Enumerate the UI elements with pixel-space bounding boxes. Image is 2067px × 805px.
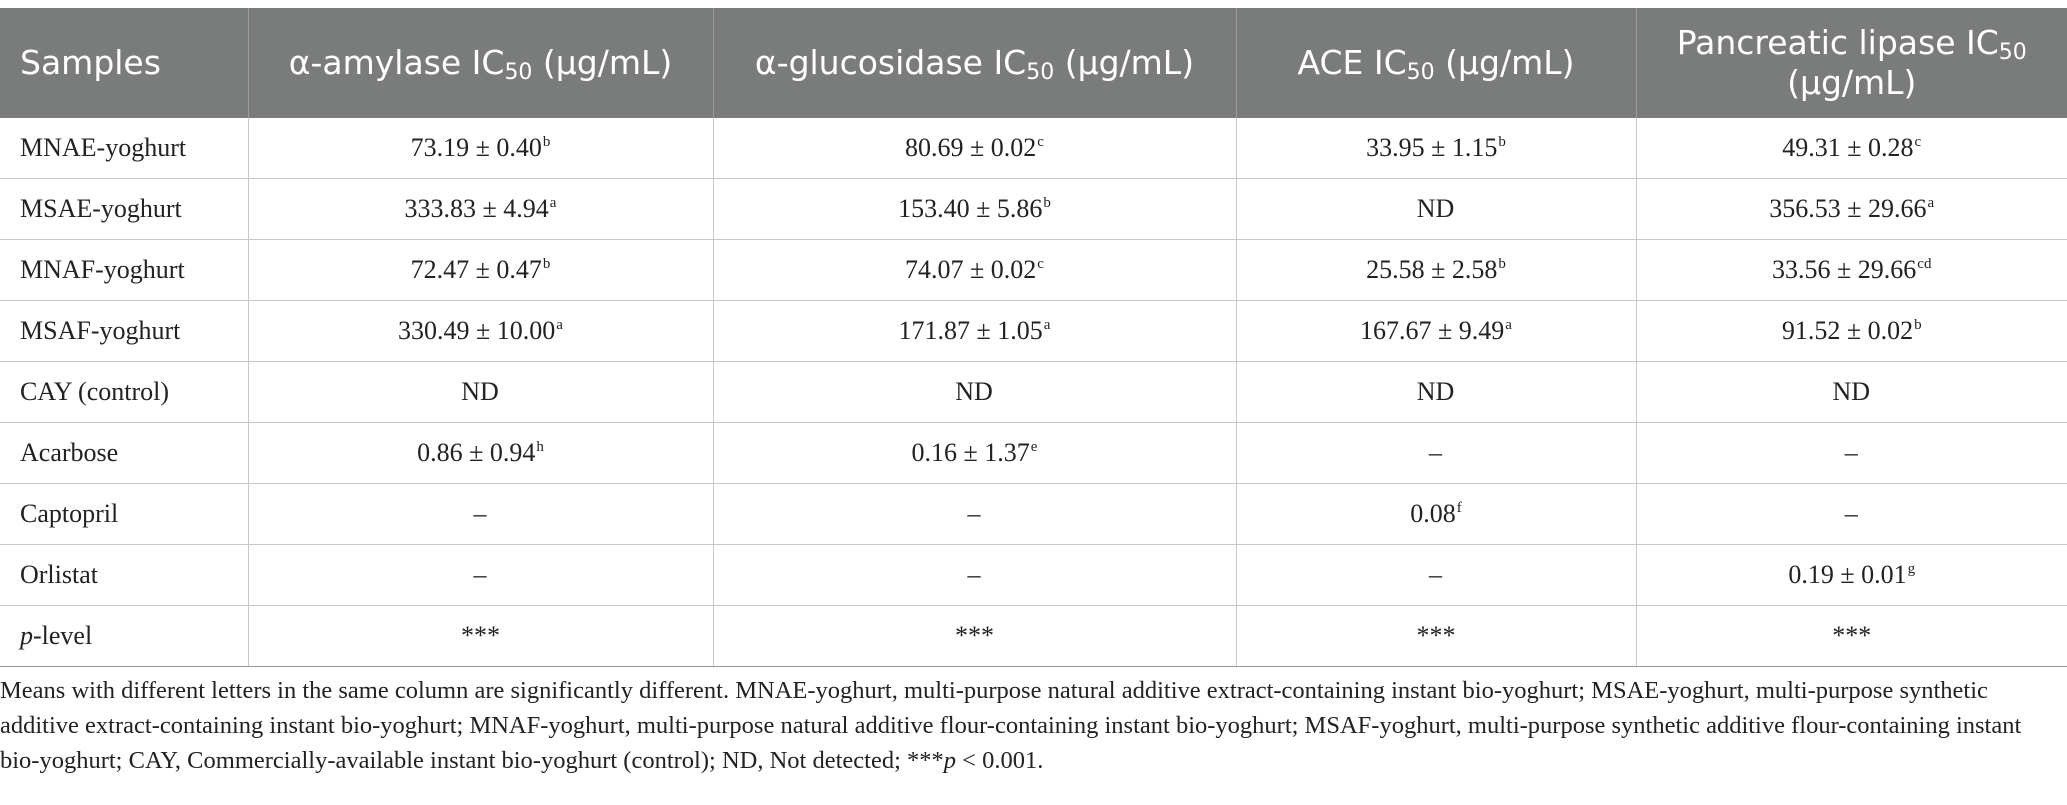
lipase-cell: – xyxy=(1636,484,2067,545)
ace-cell: 167.67 ± 9.49$^a$ xyxy=(1236,301,1636,362)
ace-cell: ND xyxy=(1236,179,1636,240)
amylase-cell: 0.86 ± 0.94$^h$ xyxy=(248,423,713,484)
ace-cell: 0.08$^f$ xyxy=(1236,484,1636,545)
sample-cell: MSAE-yoghurt xyxy=(0,179,248,240)
table-row xyxy=(0,545,2067,606)
lipase-cell: 33.56 ± 29.66$^{cd}$ xyxy=(1636,240,2067,301)
sample-cell: Acarbose xyxy=(0,423,248,484)
header-lipase: Pancreatic lipase $IC_{50}$ (μg/mL) xyxy=(1636,8,2067,118)
header-samples: Samples xyxy=(0,8,248,118)
lipase-cell: – xyxy=(1636,423,2067,484)
glucosidase-cell: – xyxy=(713,545,1236,606)
p-level-glucosidase: *** xyxy=(713,606,1236,667)
results-table xyxy=(0,8,2067,667)
table-row xyxy=(0,118,2067,179)
header-ace: ACE $IC_{50}$ (μg/mL) xyxy=(1236,8,1636,118)
table-footnote: Means with different letters in the same column are significantly different. MNAE-yoghurt, multi-purpose natural additive extract-containing instant bio-yoghurt; MSAE-yoghurt, multi-purpose synthetic additive extract-containing instant bio-yoghurt; MNAF-yoghurt, multi-purpose natural additive flour-containing instant bio-yoghurt; MSAF-yoghurt, multi-purpose synthetic additive flour-containing instant bio-yoghurt; CAY, Commercially-available instant bio-yoghurt (control); ND, Not detected; ***p < 0.001. xyxy=(0,677,2022,774)
table-row xyxy=(0,179,2067,240)
glucosidase-cell: 80.69 ± 0.02$^c$ xyxy=(713,118,1236,179)
ace-cell: 25.58 ± 2.58$^b$ xyxy=(1236,240,1636,301)
table-figure xyxy=(0,8,2067,778)
lipase-cell: ND xyxy=(1636,362,2067,423)
table-body xyxy=(0,118,2067,667)
table-header xyxy=(0,8,2067,118)
lipase-cell: 0.19 ± 0.01$^g$ xyxy=(1636,545,2067,606)
p-level-row xyxy=(0,606,2067,667)
ace-cell: – xyxy=(1236,423,1636,484)
ace-cell: – xyxy=(1236,545,1636,606)
amylase-cell: 72.47 ± 0.47$^b$ xyxy=(248,240,713,301)
glucosidase-cell: 153.40 ± 5.86$^b$ xyxy=(713,179,1236,240)
amylase-cell: 333.83 ± 4.94$^a$ xyxy=(248,179,713,240)
glucosidase-cell: 171.87 ± 1.05$^a$ xyxy=(713,301,1236,362)
amylase-cell: 73.19 ± 0.40$^b$ xyxy=(248,118,713,179)
p-level-label: p-level xyxy=(0,606,248,667)
glucosidase-cell: ND xyxy=(713,362,1236,423)
glucosidase-cell: 0.16 ± 1.37$^e$ xyxy=(713,423,1236,484)
amylase-cell: ND xyxy=(248,362,713,423)
table-row xyxy=(0,301,2067,362)
header-glucosidase: α-glucosidase $IC_{50}$ (μg/mL) xyxy=(713,8,1236,118)
p-level-ace: *** xyxy=(1236,606,1636,667)
table-row xyxy=(0,423,2067,484)
sample-cell: MSAF-yoghurt xyxy=(0,301,248,362)
ace-cell: 33.95 ± 1.15$^b$ xyxy=(1236,118,1636,179)
amylase-cell: 330.49 ± 10.00$^a$ xyxy=(248,301,713,362)
p-level-lipase: *** xyxy=(1636,606,2067,667)
amylase-cell: – xyxy=(248,545,713,606)
table-row xyxy=(0,362,2067,423)
amylase-cell: – xyxy=(248,484,713,545)
sample-cell: Orlistat xyxy=(0,545,248,606)
sample-cell: CAY (control) xyxy=(0,362,248,423)
table-row xyxy=(0,484,2067,545)
glucosidase-cell: – xyxy=(713,484,1236,545)
sample-cell: MNAE-yoghurt xyxy=(0,118,248,179)
sample-cell: Captopril xyxy=(0,484,248,545)
p-level-amylase: *** xyxy=(248,606,713,667)
sample-cell: MNAF-yoghurt xyxy=(0,240,248,301)
lipase-cell: 91.52 ± 0.02$^b$ xyxy=(1636,301,2067,362)
header-amylase: α-amylase $IC_{50}$ (μg/mL) xyxy=(248,8,713,118)
lipase-cell: 356.53 ± 29.66$^a$ xyxy=(1636,179,2067,240)
lipase-cell: 49.31 ± 0.28$^c$ xyxy=(1636,118,2067,179)
ace-cell: ND xyxy=(1236,362,1636,423)
glucosidase-cell: 74.07 ± 0.02$^c$ xyxy=(713,240,1236,301)
header-row xyxy=(0,8,2067,118)
table-row xyxy=(0,240,2067,301)
